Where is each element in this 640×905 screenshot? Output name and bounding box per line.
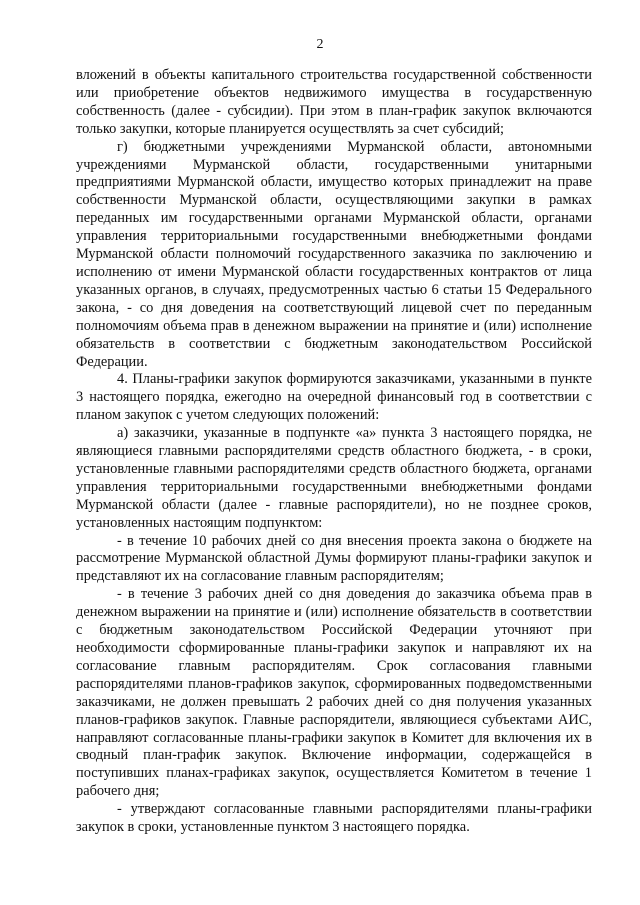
paragraph-bullet-approve: - утверждают согласованные главными распорядителями планы-графики закупок в сроки, установленные пунктом 3 настоящего порядка. <box>76 801 592 836</box>
document-body <box>76 67 592 837</box>
paragraph-bullet-3-days: - в течение 3 рабочих дней со дня доведения до заказчика объема прав в денежном выражении на принятие и (или) исполнение обязательств в соответствии с бюджетным законодательством Российской Федерации уточняют при необходимости сформированные планы-графики закупок и направляют их на согласование главным распорядителям. Срок согласования главными распорядителями планов-графиков закупок, сформированных подведомственными заказчиками, не должен превышать 2 рабочих дней со дня получения указанных планов-графиков закупок. Главные распорядители, являющиеся субъектами АИС, направляют согласованные планы-графики закупок в Комитет для включения их в сводный план-график закупок. Включение информации, содержащейся в поступивших планах-графиках закупок, осуществляется Комитетом в течение 1 рабочего дня; <box>76 586 592 800</box>
paragraph-subsidies-continuation: вложений в объекты капитального строительства государственной собственности или приобретение объектов недвижимого имущества в государственную собственность (далее - субсидии). При этом в план-график закупок включаются только закупки, которые планируется осуществлять за счет субсидий; <box>76 67 592 137</box>
paragraph-item-g: г) бюджетными учреждениями Мурманской области, автономными учреждениями Мурманской области, государственными унитарными предприятиями Мурманской области, имущество которых принадлежит на праве собственности Мурманской области, осуществляющими закупки в рамках переданных им государственными органами Мурманской области, органами управления территориальными государственными внебюджетными фондами Мурманской области полномочий государственного заказчика по заключению и исполнению от имени Мурманской области государственных контрактов от лица указанных органов, в случаях, предусмотренных частью 6 статьи 15 Федерального закона, - со дня доведения на соответствующий лицевой счет по переданным полномочиям объема прав в денежном выражении на принятие и (или) исполнение обязательств в соответствии с бюджетным законодательством Российской Федерации. <box>76 138 592 370</box>
paragraph-bullet-10-days: - в течение 10 рабочих дней со дня внесения проекта закона о бюджете на рассмотрение Мурманской областной Думы формируют планы-графики закупок и представляют их на согласование главным распорядителям; <box>76 532 592 585</box>
paragraph-item-a: а) заказчики, указанные в подпункте «а» пункта 3 настоящего порядка, не являющиеся главными распорядителями средств областного бюджета, - в сроки, установленные главными распорядителями средств областного бюджета, органами управления территориальными государственными внебюджетными фондами Мурманской области (далее - главные распорядители), но не позднее сроков, установленных настоящим подпунктом: <box>76 425 592 531</box>
page-number: 2 <box>316 37 324 52</box>
paragraph-clause-4: 4. Планы-графики закупок формируются заказчиками, указанными в пункте 3 настоящего порядка, ежегодно на очередной финансовый год в соответствии с планом закупок с учетом следующих положений: <box>76 371 592 424</box>
